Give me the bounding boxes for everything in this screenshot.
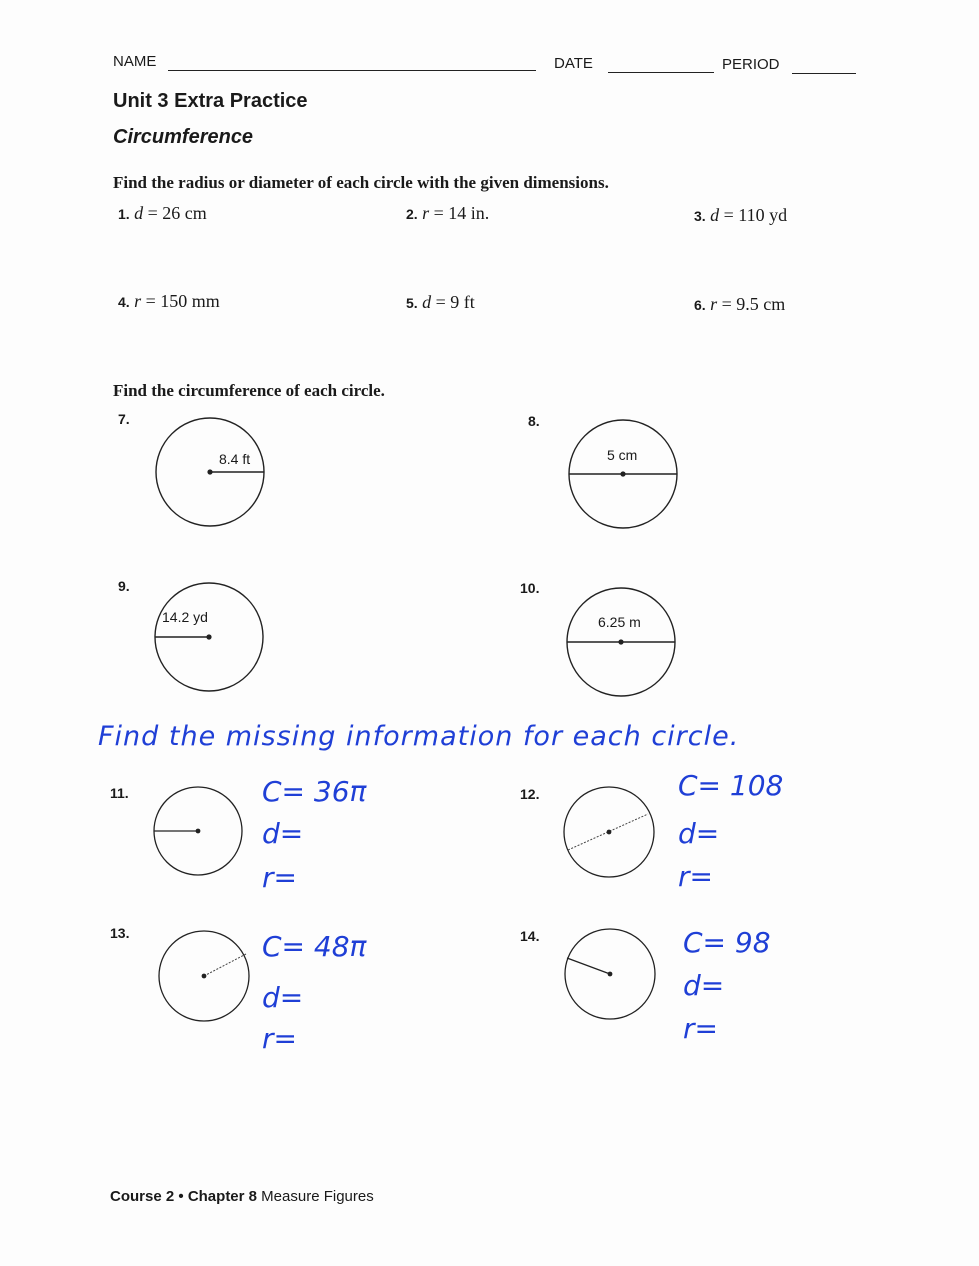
center-point xyxy=(207,469,212,474)
variable: r xyxy=(422,203,430,223)
problem-13-number: 13. xyxy=(110,925,130,941)
problem-13-radius[interactable]: r= xyxy=(262,1022,297,1055)
problem-1 xyxy=(118,203,207,224)
date-label: DATE xyxy=(554,55,593,72)
problem-3 xyxy=(694,205,787,226)
problem-number: 2. xyxy=(406,206,418,222)
circle-12 xyxy=(563,786,655,878)
problem-12-circumference: C= 108 xyxy=(678,769,784,802)
problem-8-number: 8. xyxy=(528,413,540,429)
circle-10 xyxy=(566,587,676,697)
circle-10-label: 6.25 m xyxy=(598,614,641,630)
problem-11-radius[interactable]: r= xyxy=(262,861,297,894)
date-field-line[interactable] xyxy=(608,72,714,73)
variable: d xyxy=(710,205,720,225)
footer-topic: Measure Figures xyxy=(261,1188,374,1205)
period-label: PERIOD xyxy=(722,56,780,73)
page-subtitle: Circumference xyxy=(113,126,254,148)
footer-bullet: • xyxy=(178,1188,184,1205)
problem-13-diameter[interactable]: d= xyxy=(262,981,304,1014)
problem-4 xyxy=(118,291,220,312)
circle-13 xyxy=(158,930,250,1022)
page-title: Unit 3 Extra Practice xyxy=(113,90,308,112)
circle-7-label: 8.4 ft xyxy=(219,451,251,467)
problem-11-diameter[interactable]: d= xyxy=(262,817,304,850)
problem-14-number: 14. xyxy=(520,928,540,944)
problem-12-diameter[interactable]: d= xyxy=(678,817,720,850)
problem-9-number: 9. xyxy=(118,578,130,594)
problem-13-circumference: C= 48π xyxy=(262,930,367,963)
problem-12-radius[interactable]: r= xyxy=(678,860,713,893)
problem-11-circumference: C= 36π xyxy=(262,775,367,808)
circle-8 xyxy=(568,419,678,529)
footer-chapter: Chapter 8 xyxy=(187,1188,257,1205)
value: = 9 ft xyxy=(431,292,475,312)
value: = 150 mm xyxy=(141,291,220,311)
problem-14-diameter[interactable]: d= xyxy=(683,969,725,1002)
circle-9 xyxy=(154,582,264,692)
problem-number: 6. xyxy=(694,297,706,313)
variable: d xyxy=(422,292,432,312)
radius-line xyxy=(567,958,610,974)
problem-11-number: 11. xyxy=(110,785,129,801)
name-label: NAME xyxy=(113,53,157,70)
section3-instruction: Find the missing information for each circle. xyxy=(98,721,740,752)
problem-number: 4. xyxy=(118,294,130,310)
problem-5 xyxy=(406,292,475,313)
value: = 110 yd xyxy=(719,205,788,225)
value: = 26 cm xyxy=(143,203,207,223)
value: = 14 in. xyxy=(429,203,490,223)
center-point xyxy=(608,972,613,977)
problem-14-circumference: C= 98 xyxy=(683,926,771,959)
circle-11 xyxy=(153,786,243,876)
problem-number: 3. xyxy=(694,208,706,224)
circle-9-label: 14.2 yd xyxy=(162,609,208,625)
page-footer xyxy=(110,1188,374,1205)
variable: r xyxy=(710,294,718,314)
name-field-line[interactable] xyxy=(168,70,536,71)
problem-14-radius[interactable]: r= xyxy=(683,1012,718,1045)
circle-14 xyxy=(564,928,656,1020)
center-point xyxy=(618,639,623,644)
variable: r xyxy=(134,291,142,311)
value: = 9.5 cm xyxy=(717,294,786,314)
problem-10-number: 10. xyxy=(520,580,540,596)
center-point xyxy=(620,471,625,476)
problem-2 xyxy=(406,203,489,224)
center-point xyxy=(206,634,211,639)
problem-12-number: 12. xyxy=(520,786,540,802)
circle-7 xyxy=(155,417,265,527)
variable: d xyxy=(134,203,144,223)
footer-course: Course 2 xyxy=(110,1188,175,1205)
problem-7-number: 7. xyxy=(118,411,130,427)
problem-number: 1. xyxy=(118,206,130,222)
circle-8-label: 5 cm xyxy=(607,447,638,463)
center-point xyxy=(202,974,207,979)
radius-line xyxy=(204,954,246,976)
section1-instruction: Find the radius or diameter of each circle with the given dimensions. xyxy=(113,173,609,192)
problem-6 xyxy=(694,294,785,315)
center-point xyxy=(196,829,201,834)
period-field-line[interactable] xyxy=(792,73,856,74)
section2-instruction: Find the circumference of each circle. xyxy=(113,381,385,400)
problem-number: 5. xyxy=(406,295,418,311)
center-point xyxy=(607,830,612,835)
